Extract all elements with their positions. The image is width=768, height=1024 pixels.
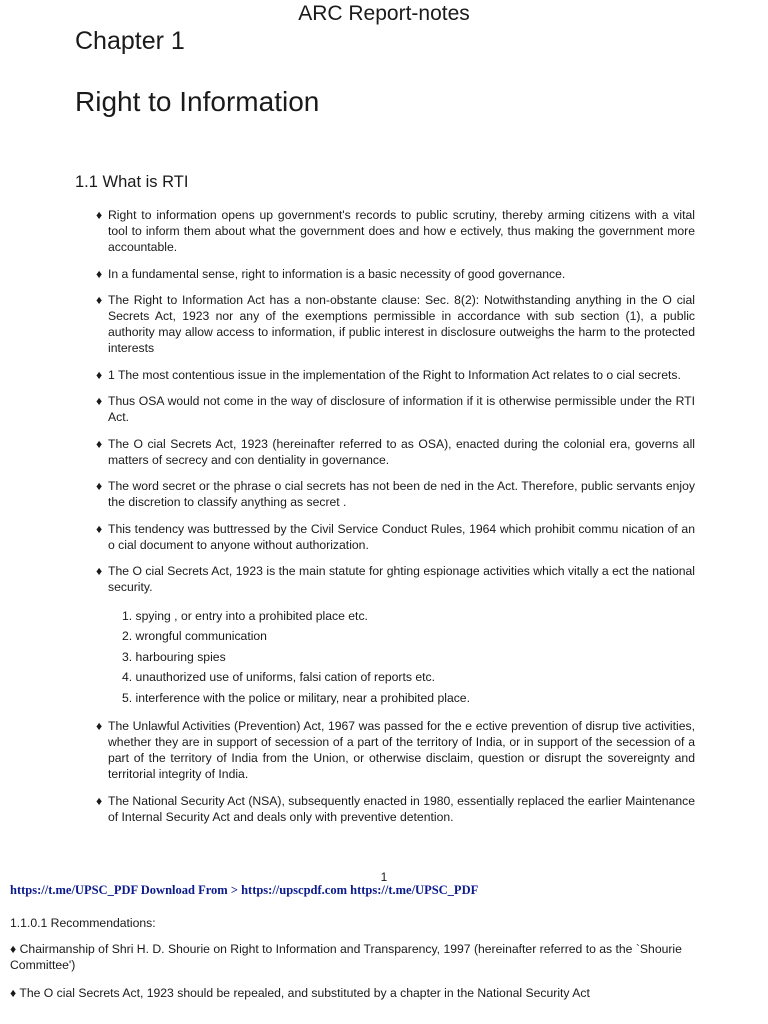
diamond-bullet-icon: ♦ (96, 293, 103, 307)
bullet-item: ♦ 1 The most contentious issue in the implementation of the Right to Information Act relates to o cial secrets. (96, 367, 681, 382)
diamond-bullet-icon: ♦ (96, 564, 103, 578)
list-item: 3. harbouring spies (122, 649, 226, 664)
bullet-item: ♦ Thus OSA would not come in the way of disclosure of information if it is otherwise permissible under the RTI Act. (96, 394, 695, 424)
bullet-item: ♦ The O cial Secrets Act, 1923 (hereinafter referred to as OSA), enacted during the colonial era, governs all matters of secrecy and con dentiality in governance. (96, 436, 695, 467)
page-number: 1 (380, 870, 388, 884)
diamond-bullet-icon: ♦ (10, 986, 17, 1000)
diamond-bullet-icon: ♦ (96, 719, 103, 733)
bullet-item: ♦ Chairmanship of Shri H. D. Shourie on Right to Information and Transparency, 1997 (hereinafter referred to as the `Shourie Committee') (10, 942, 682, 972)
bullet-item: ♦ Right to information opens up government's records to public scrutiny, thereby arming citizens with a vital tool to inform them about what the government does and how e ectively, thus making the government more accountable. (96, 208, 695, 254)
diamond-bullet-icon: ♦ (96, 436, 103, 451)
bullet-item: ♦ This tendency was buttressed by the Civil Service Conduct Rules, 1964 which prohibit commu nication of an o cial document to anyone without authorization. (96, 521, 695, 552)
chapter-label: Chapter 1 (75, 27, 185, 55)
section-heading: 1.1 What is RTI (75, 173, 189, 191)
footer-link[interactable]: https://t.me/UPSC_PDF Download From > https://upscpdf.com https://t.me/UPSC_PDF (10, 883, 479, 897)
bullet-item: ♦ In a fundamental sense, right to information is a basic necessity of good governance. (96, 266, 566, 281)
diamond-bullet-icon: ♦ (96, 367, 103, 382)
document-header: ARC Report-notes (298, 2, 470, 25)
diamond-bullet-icon: ♦ (96, 479, 103, 493)
bullet-item: ♦ The word secret or the phrase o cial secrets has not been de ned in the Act. Therefore, public servants enjoy the discretion to classify anything as secret . (96, 479, 695, 509)
bullet-item: ♦ The National Security Act (NSA), subsequently enacted in 1980, essentially replaced the earlier Maintenance of Internal Security Act and deals only with preventive detention. (96, 793, 695, 824)
list-item: 2. wrongful communication (122, 629, 267, 643)
list-item: 4. unauthorized use of uniforms, falsi cation of reports etc. (122, 670, 435, 684)
diamond-bullet-icon: ♦ (96, 521, 103, 536)
page-title: Right to Information (75, 86, 320, 117)
diamond-bullet-icon: ♦ (96, 208, 103, 222)
bullet-item: ♦ The Unlawful Activities (Prevention) Act, 1967 was passed for the e ective prevention of disrup tive activities, whether they are in support of secession of a part of the territory of India, or in support of the secession of a part of the territory of India from the Union, or otherwise disclaim, question or disrupt the sovereignty and territorial integrity of India. (96, 719, 695, 781)
numbered-list (122, 606, 695, 709)
diamond-bullet-icon: ♦ (10, 942, 17, 956)
diamond-bullet-icon: ♦ (96, 266, 103, 281)
list-item: 1. spying , or entry into a prohibited place etc. (122, 608, 368, 623)
recommendations-heading: 1.1.0.1 Recommendations: (10, 916, 156, 930)
list-item: 5. interference with the police or military, near a prohibited place. (122, 690, 470, 705)
bullet-item: ♦ The O cial Secrets Act, 1923 is the main statute for ghting espionage activities which vitally a ect the national security. (96, 564, 695, 594)
main-content (90, 207, 695, 835)
diamond-bullet-icon: ♦ (96, 394, 103, 408)
bullet-item: ♦ The Right to Information Act has a non-obstante clause: Sec. 8(2): Notwithstanding anything in the O cial Secrets Act, 1923 nor any of the exemptions permissible in accordance with sub section (1), a public authority may allow access to information, if public interest in disclosure outweighs the harm to the protected interests (96, 293, 695, 355)
diamond-bullet-icon: ♦ (96, 793, 103, 808)
bullet-item: ♦ The O cial Secrets Act, 1923 should be repealed, and substituted by a chapter in the National Security Act (10, 986, 590, 1000)
